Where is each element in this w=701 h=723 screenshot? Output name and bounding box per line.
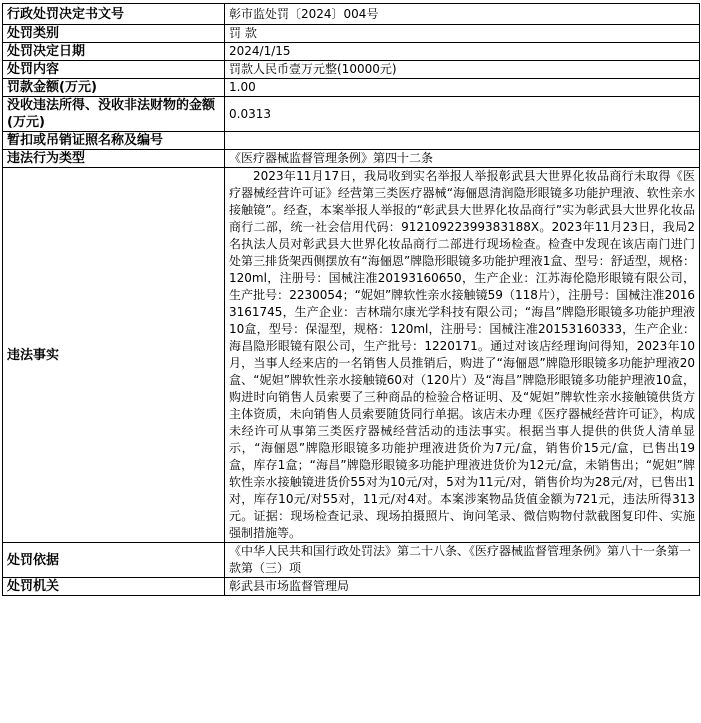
table-row	[3, 25, 700, 43]
row-value: 2024/1/15	[225, 43, 700, 61]
row-label: 行政处罚决定书文号	[3, 4, 225, 25]
row-value: 罚 款	[225, 25, 700, 43]
table-row	[3, 43, 700, 61]
table-row	[3, 543, 700, 578]
table-row	[3, 150, 700, 168]
row-label: 没收违法所得、没收非法财物的金额(万元)	[3, 97, 225, 132]
table-row	[3, 79, 700, 97]
row-label: 处罚决定日期	[3, 43, 225, 61]
row-label: 处罚内容	[3, 61, 225, 79]
table-row	[3, 61, 700, 79]
table-row	[3, 578, 700, 596]
table-row	[3, 132, 700, 150]
row-value: 罚款人民币壹万元整(10000元)	[225, 61, 700, 79]
violation-facts-text: 2023年11月17日，我局收到实名举报人举报彰武县大世界化妆品商行未取得《医疗器械经营许可证》经营第三类医疗器械“海俪恩清润隐形眼镜多功能护理液、软性亲水接触镜”。经查，本案举报人举报的“彰武县大世界化妆品商行”实为彰武县大世界化妆品商行二部，统一社会信用代码：91210922399383188X。2023年11月23日，我局2名执法人员对彰武县大世界化妆品商行二部进行现场检查。检查中发现在该店南门进门处第三排货架西侧摆放有“海俪恩”牌隐形眼镜多功能护理液1盒、型号：舒适型，规格：120ml，注册号：国械注准20193160650，生产企业：江苏海伦隐形眼镜有限公司，生产批号：2230054；“妮妲”牌软性亲水接触镜59（118片），注册号：国械注准20163161745，生产企业：吉林瑞尔康光学科技有限公司；“海昌”牌隐形眼镜多功能护理液10盒，型号：保湿型，规格：120ml，注册号：国械注准20153160333，生产企业：海昌隐形眼镜有限公司，生产批号：1220171。通过对该店经理询问得知，2023年10月，当事人经来店的一名销售人员推销后，购进了“海俪恩”牌隐形眼镜多功能护理液20盒、“妮妲”牌软性亲水接触镜60对（120片）及“海昌”牌隐形眼镜多功能护理液10盒，购进时向销售人员索要了三种商品的检验合格证明、及“妮妲”牌软性亲水接触镜供货方主体资质，未向销售人员索要随货同行单据。该店未办理《医疗器械经营许可证》，构成未经许可从事第三类医疗器械经营活动的违法事实。根据当事人提供的供货人清单显示，“海俪恩”牌隐形眼镜多功能护理液进货价为7元/盒，销售价15元/盒，已售出19盒，库存1盒；“海昌”牌隐形眼镜多功能护理液进货价为12元/盒，未销售出；“妮妲”牌软性亲水接触镜进货价55对为10元/对，5对为11元/对，销售价均为28元/对，已售出1对，库存10元/对55对，11元/对4对。本案涉案物品货值金额为721元，违法所得313元。证据：现场检查记录、现场拍摄照片、询问笔录、微信购物付款截图复印件、实施强制措施等。	[225, 168, 700, 543]
row-value: 《医疗器械监督管理条例》第四十二条	[225, 150, 700, 168]
row-value: 彰市监处罚〔2024〕004号	[225, 4, 700, 25]
row-value: 0.0313	[225, 97, 700, 132]
row-value: 《中华人民共和国行政处罚法》第二十八条、《医疗器械监督管理条例》第八十一条第一款第（三）项	[225, 543, 700, 578]
row-label: 暂扣或吊销证照名称及编号	[3, 132, 225, 150]
table-row	[3, 4, 700, 25]
table-row	[3, 168, 700, 543]
row-label: 处罚类别	[3, 25, 225, 43]
table-row	[3, 97, 700, 132]
row-value: 彰武县市场监督管理局	[225, 578, 700, 596]
row-value	[225, 132, 700, 150]
row-label: 处罚依据	[3, 543, 225, 578]
row-label: 罚款金额(万元)	[3, 79, 225, 97]
row-label: 违法行为类型	[3, 150, 225, 168]
row-label: 违法事实	[3, 168, 225, 543]
row-value: 1.00	[225, 79, 700, 97]
penalty-decision-table	[2, 3, 700, 596]
row-label: 处罚机关	[3, 578, 225, 596]
